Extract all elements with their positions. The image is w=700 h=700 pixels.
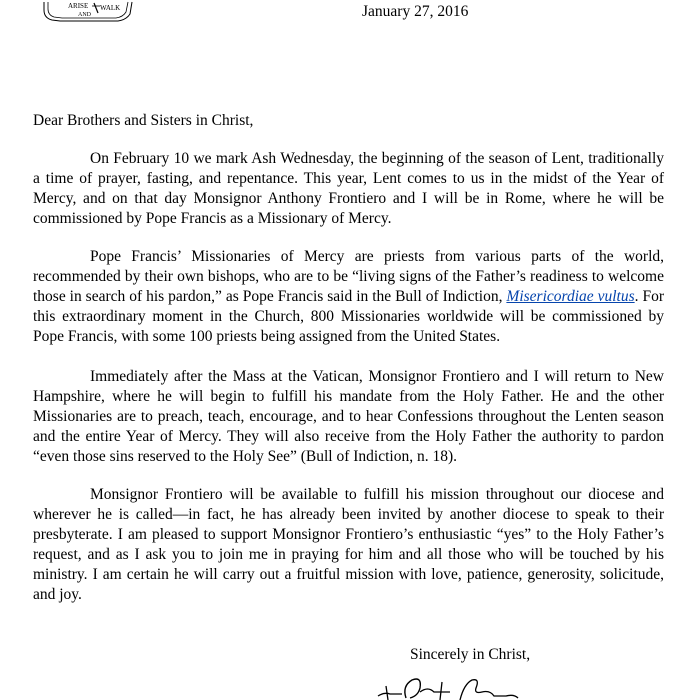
logo-word-arise: ARISE bbox=[68, 2, 89, 10]
misericordiae-vultus-link[interactable]: Misericordiae vultus bbox=[506, 287, 635, 305]
paragraph-2-text-before-link: Pope Francis’ Missionaries of Mercy are priests from various parts of the world, recommended by their own bishops, who are to be “living signs of the Father’s readiness to welcome those in search of his pardon,” as Pope Francis said in the Bull of Indiction, bbox=[33, 248, 664, 305]
paragraph-2-text-after-link: . For this extraordinary moment in the Church, 800 Missionaries worldwide will be commissioned by Pope Francis, with some 100 priests being assigned from the United States. bbox=[33, 287, 664, 345]
closing: Sincerely in Christ, bbox=[410, 646, 531, 663]
salutation: Dear Brothers and Sisters in Christ, bbox=[33, 112, 254, 129]
paragraph-2 bbox=[33, 247, 664, 347]
paragraph-1: On February 10 we mark Ash Wednesday, the beginning of the season of Lent, traditionally a time of prayer, fasting, and repentance. This year, Lent comes to us in the midst of the Year of Mercy, and on that day Monsignor Anthony Frontiero and I will be in Rome, where he will be commissioned by Pope Francis as a Missionary of Mercy. bbox=[33, 150, 664, 227]
signature bbox=[376, 672, 536, 700]
logo-word-walk: WALK bbox=[100, 4, 121, 12]
logo-word-and: AND bbox=[78, 12, 91, 18]
diocese-logo bbox=[38, 0, 138, 24]
paragraph-3: Immediately after the Mass at the Vatican, Monsignor Frontiero and I will return to New Hampshire, where he will begin to fulfill his mandate from the Holy Father. He and the other Missionaries are to preach, teach, encourage, and to hear Confessions throughout the Lenten season and the entire Year of Mercy. They will also receive from the Holy Father the authority to pardon “even those sins reserved to the Holy See” (Bull of Indiction, n. 18). bbox=[33, 368, 664, 465]
paragraph-4: Monsignor Frontiero will be available to fulfill his mission throughout our diocese and wherever he is called—in fact, he has already been invited by another diocese to speak to their presbyterate. I am pleased to support Monsignor Frontiero’s enthusiastic “yes” to the Holy Father’s request, and as I ask you to join me in praying for him and all those who will be touched by his ministry. I am certain he will carry out a fruitful mission with love, patience, generosity, solicitude, and joy. bbox=[33, 486, 664, 603]
letter-date: January 27, 2016 bbox=[362, 3, 469, 20]
